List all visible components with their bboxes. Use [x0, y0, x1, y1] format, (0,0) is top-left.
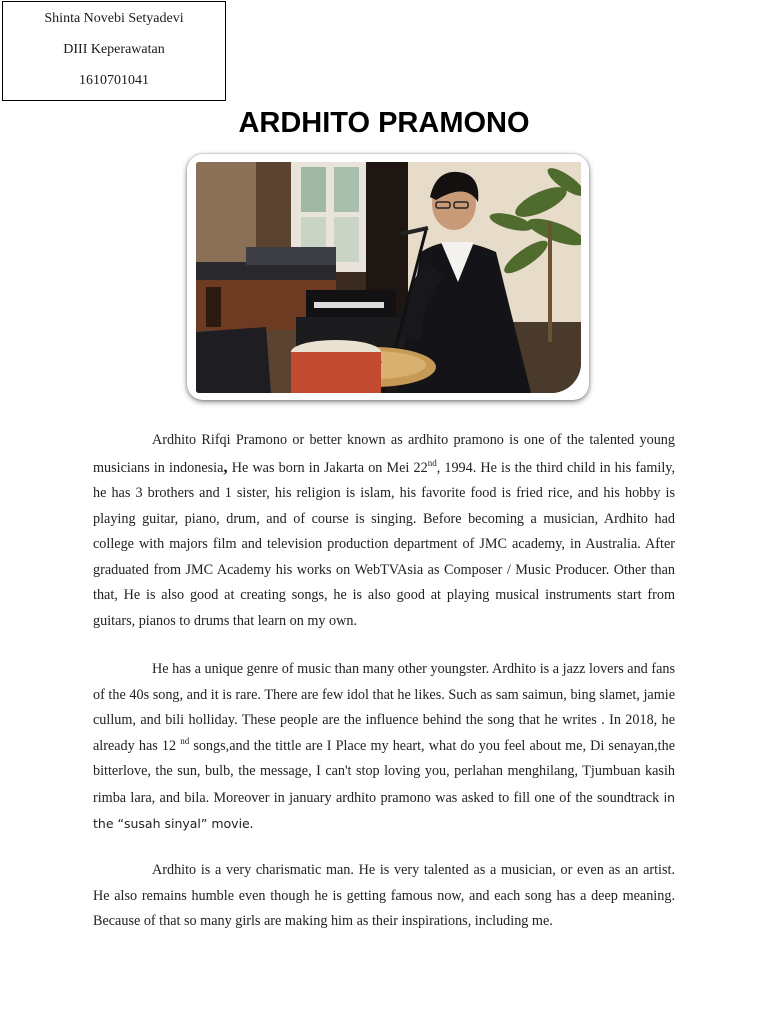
ordinal-suffix: nd	[180, 735, 190, 746]
photo-frame	[187, 154, 589, 400]
paragraph-1-part-3: , 1994. He is the third child in his family, he has 3 brothers and 1 sister, his religion is islam, his favorite food is fried rice, and his hobby is playing guitar, piano, drum, and of course is singing. Before becoming a musician, Ardhito had college with majors film and television production department of JMC academy, in Australia. After graduated from JMC Academy his works on WebTVAsia as Composer / Music Producer. Other than that, He is also good at creating songs, he is also good at playing musical instruments start from guitars, pianos to drums that learn on my own.	[93, 459, 675, 629]
study-program: DIII Keperawatan	[63, 42, 165, 57]
paragraph-1-comma: ,	[223, 456, 228, 476]
paragraph-2	[93, 657, 675, 838]
author-name: Shinta Novebi Setyadevi	[44, 11, 184, 26]
paragraph-2-part-3: in the “susah sinyal” movie	[93, 789, 675, 831]
student-id: 1610701041	[79, 73, 149, 88]
musician-photo	[196, 162, 581, 393]
paragraph-2-part-4: .	[249, 816, 254, 832]
paragraph-1-part-1: Ardhito Rifqi Pramono or better known as ardhito pramono is one of the talented young musicians in indonesia	[93, 432, 675, 476]
paragraph-1-part-2: He was born in Jakarta on Mei 22	[227, 459, 428, 476]
paragraph-3-text: Ardhito is a very charismatic man. He is very talented as a musician, or even as an artist. He also remains humble even though he is getting famous now, and each song has a deep meaning. Because of that so many girls are making him as their inspirations, including me.	[93, 862, 675, 929]
document-title: ARDHITO PRAMONO	[238, 107, 530, 139]
paragraph-1	[93, 428, 675, 634]
ordinal-suffix: nd	[427, 457, 437, 468]
paragraph-2-part-1: He has a unique genre of music than many other youngster. Ardhito is a jazz lovers and fans of the 40s song, and it is rare. There are few idol that he likes. Such as sam saimun, bing slamet, jamie cullum, and bili holliday. These people are the influence behind the song that he writes . In 2018, he already has 12	[93, 661, 675, 754]
author-info-box	[2, 1, 226, 101]
paragraph-3	[93, 858, 675, 935]
paragraph-2-part-2: songs,and the tittle are I Place my heart, what do you feel about me, Di senayan,the bitterlove, the sun, bulb, the message, I can't stop loving you, perlahan menghilang, Tjumbuan kasih rimba lara, and bila. Moreover in january ardhito pramono was asked to fill one of the soundtrack	[93, 737, 675, 806]
